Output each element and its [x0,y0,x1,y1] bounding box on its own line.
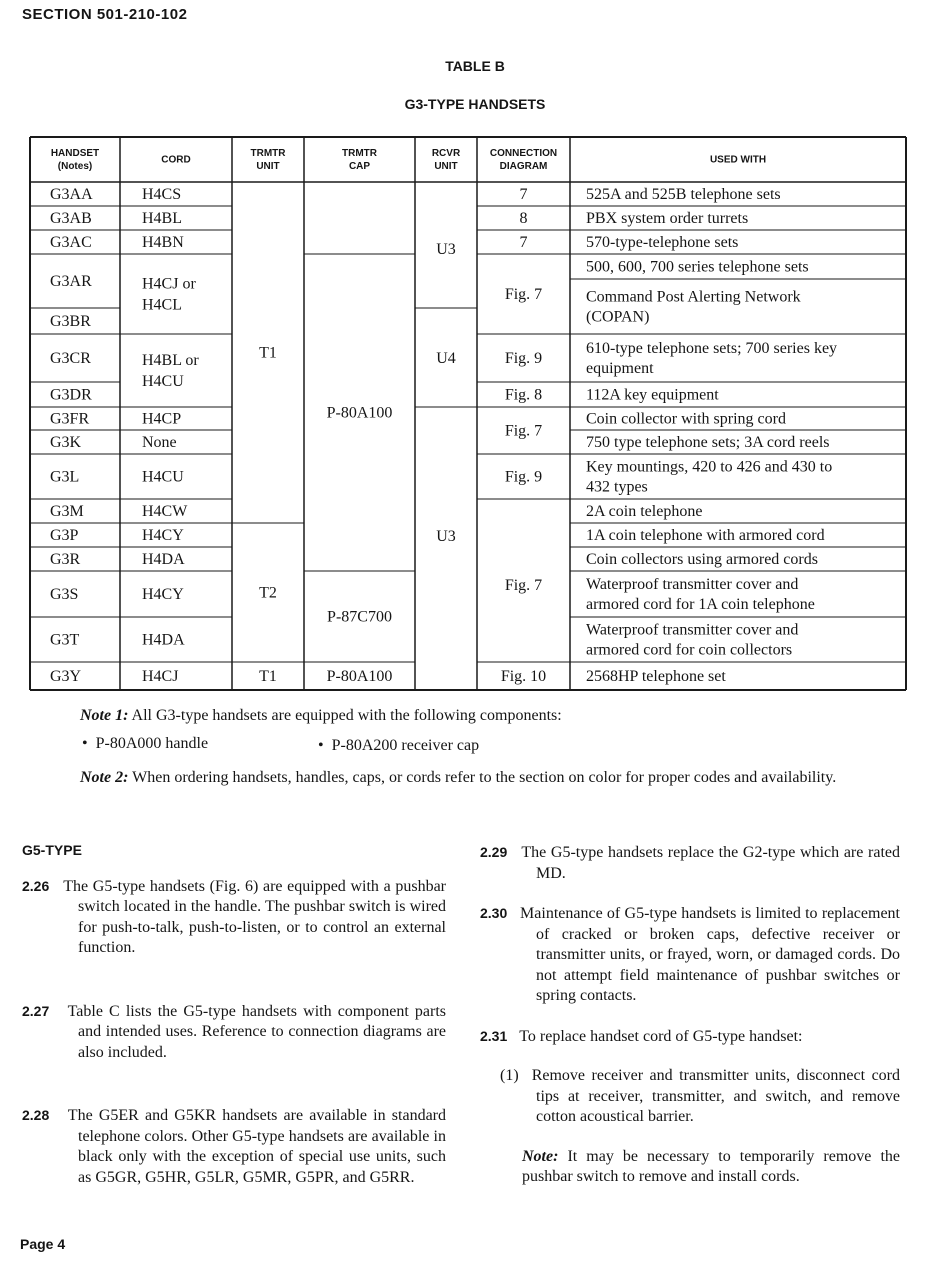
used-with-cell: 2568HP telephone set [586,668,726,685]
handset-cell: G3S [50,586,79,603]
cord-cell: H4DA [142,551,185,568]
paragraph-2-29: 2.29 The G5-type handsets replace the G2-type which are rated MD. [480,844,901,882]
cord-cell: None [142,434,177,451]
used-with-cell: Waterproof transmitter cover and [586,576,799,593]
cord-cell: H4CU [142,468,184,486]
used-with-cell: Coin collector with spring cord [586,410,786,428]
used-with-cell: 1A coin telephone with armored cord [586,527,825,544]
diagram-cell: Fig. 7 [504,286,543,303]
note-2-label: Note 2: [80,769,129,786]
column-header: CORD [161,154,191,166]
trmtr-unit-cell: T1 [259,668,277,685]
cord-cell: H4CY [142,586,184,603]
paragraph-2-30: 2.30 Maintenance of G5-type handsets is limited to replacement of cracked or broken caps, defective receiver or transmitter units, or frayed, worn, or damaged cords. Do not attempt field maintenance of pushbar switches or spring contacts. [480,905,900,1004]
used-with-cell: PBX system order turrets [586,210,749,227]
used-with-cell: (COPAN) [586,308,650,326]
cord-cell: H4CJ or [142,275,196,293]
used-with-cell: 432 types [586,478,648,496]
table-subtitle: G3-TYPE HANDSETS [404,96,546,112]
trmtr-cap-cell: P-87C700 [327,608,392,626]
cord-cell: H4CU [142,373,184,390]
trmtr-cap-cell: P-80A100 [326,404,393,422]
handset-cell: G3AR [50,273,92,290]
used-with-cell: Coin collectors using armored cords [586,551,818,568]
column-header: CONNECTION [489,148,558,159]
diagram-cell: Fig. 9 [504,468,543,486]
cord-cell: H4BN [142,234,184,251]
note-2-text: When ordering handsets, handles, caps, or cords refer to the section on color for proper codes and availability. [128,769,837,786]
used-with-cell: 525A and 525B telephone sets [586,186,781,203]
cord-cell: H4CS [142,186,182,203]
column-header: RCVR [431,148,461,159]
bullet-icon: • [82,735,88,752]
table-title: TABLE B [445,58,505,74]
column-header: TRMTR [342,148,377,159]
paragraph-2-28: 2.28 The G5ER and G5KR handsets are available in standard telephone colors. Other G5-type handsets are available in black only with the exception of special use units, such as G5GR, G5HR, G5LR, G5MR, G5PR, and G5RR. [22,1107,447,1186]
used-with-cell: Waterproof transmitter cover and [586,621,799,639]
used-with-cell: Key mountings, 420 to 426 and 430 to [586,458,833,476]
diagram-cell: Fig. 7 [504,422,543,440]
cord-cell: H4CY [142,527,184,544]
step-note: Note: It may be necessary to temporarily remove the pushbar switch to remove and install cords. [522,1147,900,1185]
used-with-cell: equipment [586,360,654,377]
step-1: (1) Remove receiver and transmitter units, disconnect cord tips at receiver, transmitter, and switch, and remove cotton acoustical barrier. [500,1067,900,1125]
cord-cell: H4CJ [142,668,179,685]
left-column [22,840,446,1188]
handset-cell: G3P [50,527,79,544]
page-number: Page 4 [20,1236,66,1252]
diagram-cell: Fig. 8 [504,386,543,404]
column-header: UNIT [256,161,280,172]
cord-cell: H4DA [142,631,185,649]
paragraph-2-31: 2.31 To replace handset cord of G5-type handset: [480,1027,803,1045]
bullet-item: • P-80A200 receiver cap [318,737,480,754]
handset-cell: G3R [50,551,81,568]
rcvr-unit-cell: U3 [436,528,456,545]
used-with-cell: armored cord for coin collectors [586,641,793,659]
used-with-cell: armored cord for 1A coin telephone [586,596,815,613]
used-with-cell: 570-type-telephone sets [586,234,739,251]
trmtr-unit-cell: T1 [259,344,277,362]
handset-cell: G3K [50,434,82,451]
handset-cell: G3BR [50,313,91,330]
used-with-cell: 112A key equipment [586,386,719,404]
column-header: USED WITH [709,154,767,166]
column-header: TRMTR [250,148,286,159]
diagram-cell: Fig. 10 [500,668,547,685]
diagram-cell: 7 [519,234,528,251]
note-1 [80,705,900,726]
handset-cell: G3AC [50,234,92,251]
column-header: HANDSET [50,148,100,159]
cord-cell: H4BL [142,210,182,227]
handset-cell: G3AA [50,186,93,203]
column-header: UNIT [434,161,458,172]
diagram-cell: Fig. 9 [504,350,543,367]
note-2 [80,767,900,788]
handset-cell: G3AB [50,210,92,227]
handset-cell: G3M [50,503,84,520]
handset-cell: G3Y [50,668,82,685]
used-with-cell: 2A coin telephone [586,503,703,520]
handset-cell: G3FR [50,410,90,428]
bullet-item: • P-80A000 handle [82,735,209,752]
diagram-cell: Fig. 7 [504,577,543,594]
section-heading: G5-TYPE [22,842,82,858]
column-header: DIAGRAM [499,161,548,172]
cord-cell: H4CP [142,410,182,428]
diagram-cell: 8 [519,210,528,227]
diagram-cell: 7 [519,186,528,203]
trmtr-cap-cell: P-80A100 [326,668,393,685]
bullet-icon: • [318,737,324,754]
rcvr-unit-cell: U4 [436,350,456,367]
right-column [480,842,900,1188]
handset-cell: G3L [50,468,80,486]
paragraph-2-27: 2.27 Table C lists the G5-type handsets with component parts and intended uses. Reference to connection diagrams are also included. [22,1002,447,1061]
used-with-cell: 750 type telephone sets; 3A cord reels [586,434,830,451]
paragraph-2-26: 2.26 The G5-type handsets (Fig. 6) are equipped with a pushbar switch located in the handle. The pushbar switch is wired for push-to-talk, push-to-listen, or to control an external function. [22,877,447,956]
note-1-label: Note 1: [80,707,129,724]
handset-cell: G3T [50,631,80,649]
section-header: SECTION 501-210-102 [22,6,188,23]
trmtr-unit-cell: T2 [259,584,277,602]
used-with-cell: 500, 600, 700 series telephone sets [586,258,809,276]
used-with-cell: Command Post Alerting Network [586,288,801,306]
cord-cell: H4CW [142,503,188,520]
handset-cell: G3CR [50,350,91,367]
rcvr-unit-cell: U3 [436,241,456,258]
cord-cell: H4CL [142,296,182,314]
column-header: (Notes) [57,161,93,172]
column-header: CAP [348,161,371,172]
note-1-text: All G3-type handsets are equipped with the following components: [128,707,562,724]
cord-cell: H4BL or [142,352,199,369]
handset-cell: G3DR [50,386,92,404]
used-with-cell: 610-type telephone sets; 700 series key [586,340,838,357]
